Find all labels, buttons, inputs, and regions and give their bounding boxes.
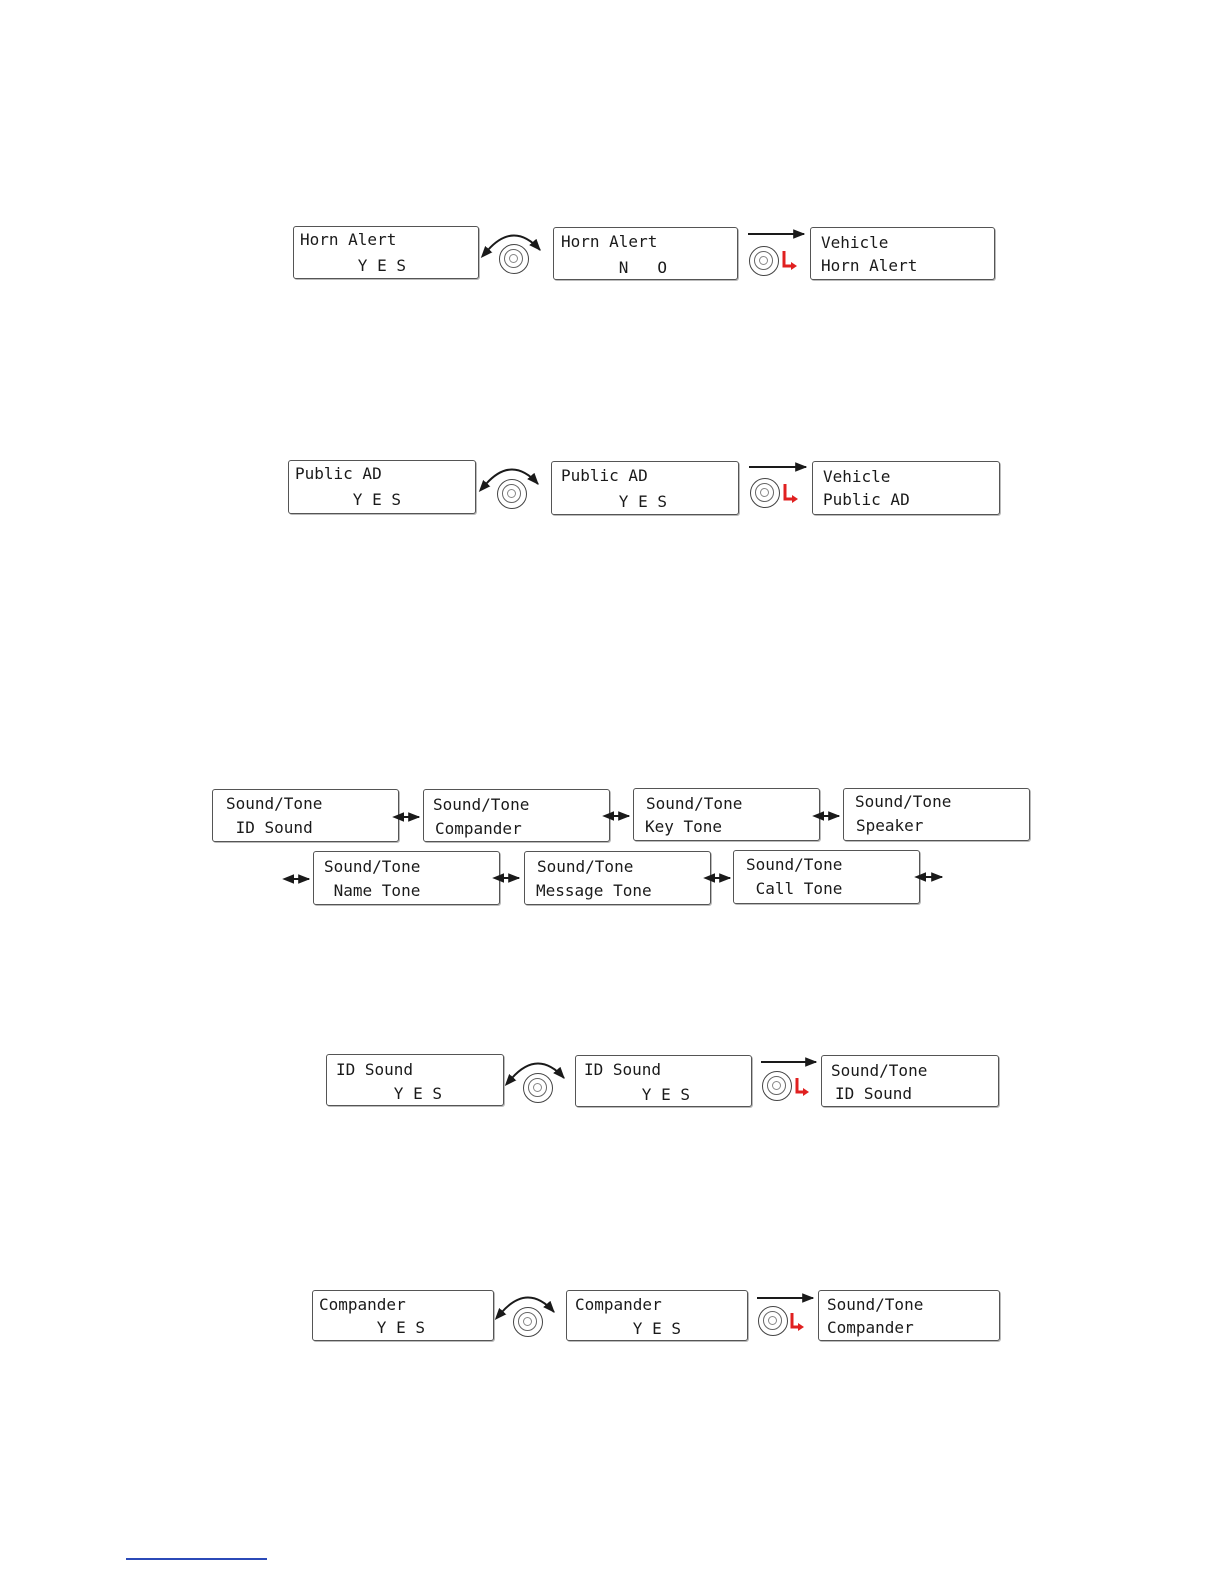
menu-sound-tone-key-tone [633,788,820,841]
lcd-line1: Sound/Tone [855,792,952,811]
lcd-line2: Speaker [856,816,924,835]
lcd-line1: Sound/Tone [827,1295,924,1314]
lcd-line1: Sound/Tone [324,857,421,876]
lcd-line2: Key Tone [645,817,723,836]
lcd-line2: Call Tone [746,879,843,898]
enter-arrow-icon [784,251,797,270]
lcd-line2: Y E S [319,1318,425,1337]
lcd-line2: Y E S [575,1319,681,1338]
lcd-line1: Sound/Tone [746,855,843,874]
lcd-line2: Horn Alert [821,256,918,275]
lcd-line1: Public AD [295,464,382,483]
lcd-id-sound-select [326,1054,504,1106]
lcd-line2: ID Sound [835,1084,913,1103]
lcd-line1: Public AD [561,466,648,485]
lcd-line2: Compander [435,819,522,838]
lcd-line2: Name Tone [324,881,421,900]
lcd-line2: Y E S [561,492,667,511]
footnote-separator [126,1558,267,1560]
menu-sound-tone-compander [423,789,610,842]
rotary-knob-icon [497,479,527,509]
lcd-horn-alert-option [553,227,738,280]
lcd-line1: Sound/Tone [433,795,530,814]
lcd-line2: Compander [827,1318,914,1337]
lcd-line1: Sound/Tone [831,1061,928,1080]
lcd-line1: Sound/Tone [537,857,634,876]
lcd-line2: Public AD [823,490,910,509]
lcd-compander-select [312,1290,494,1341]
knob-push-icon [750,478,780,508]
knob-push-icon [758,1306,788,1336]
lcd-horn-alert-select [293,226,479,279]
lcd-line2: ID Sound [226,818,313,837]
rotary-knob-icon [513,1307,543,1337]
lcd-public-ad-option [551,461,739,515]
rotary-knob-icon [499,244,529,274]
lcd-line2: Y E S [300,256,406,275]
lcd-line2: Message Tone [536,881,652,900]
menu-sound-tone-call-tone [733,850,920,904]
lcd-line2: Y E S [584,1085,690,1104]
menu-sound-tone-name-tone [313,851,500,905]
lcd-vehicle-horn-alert [810,227,995,280]
lcd-line2: Y E S [336,1084,442,1103]
lcd-line1: Horn Alert [300,230,397,249]
lcd-sound-tone-compander [818,1290,1000,1341]
menu-sound-tone-id-sound [212,789,399,842]
enter-arrow-icon [785,484,798,503]
lcd-line1: Sound/Tone [226,794,323,813]
enter-arrow-icon [797,1078,809,1096]
lcd-sound-tone-id-sound [821,1055,999,1107]
lcd-line2: Y E S [295,490,401,509]
knob-push-icon [762,1071,792,1101]
enter-arrow-icon [792,1313,804,1331]
lcd-line1: Vehicle [821,233,889,252]
lcd-line1: ID Sound [584,1060,662,1079]
menu-sound-tone-speaker [843,788,1030,841]
lcd-public-ad-select [288,460,476,514]
menu-sound-tone-message-tone [524,851,711,905]
lcd-line1: Vehicle [823,467,891,486]
lcd-line1: Compander [319,1295,406,1314]
lcd-line1: Compander [575,1295,662,1314]
lcd-line1: ID Sound [336,1060,414,1079]
lcd-line2: N O [561,258,667,277]
lcd-id-sound-option [575,1055,752,1107]
lcd-compander-option [566,1290,748,1341]
knob-push-icon [749,246,779,276]
lcd-vehicle-public-ad [812,461,1000,515]
lcd-line1: Horn Alert [561,232,658,251]
lcd-line1: Sound/Tone [646,794,743,813]
rotary-knob-icon [523,1073,553,1103]
